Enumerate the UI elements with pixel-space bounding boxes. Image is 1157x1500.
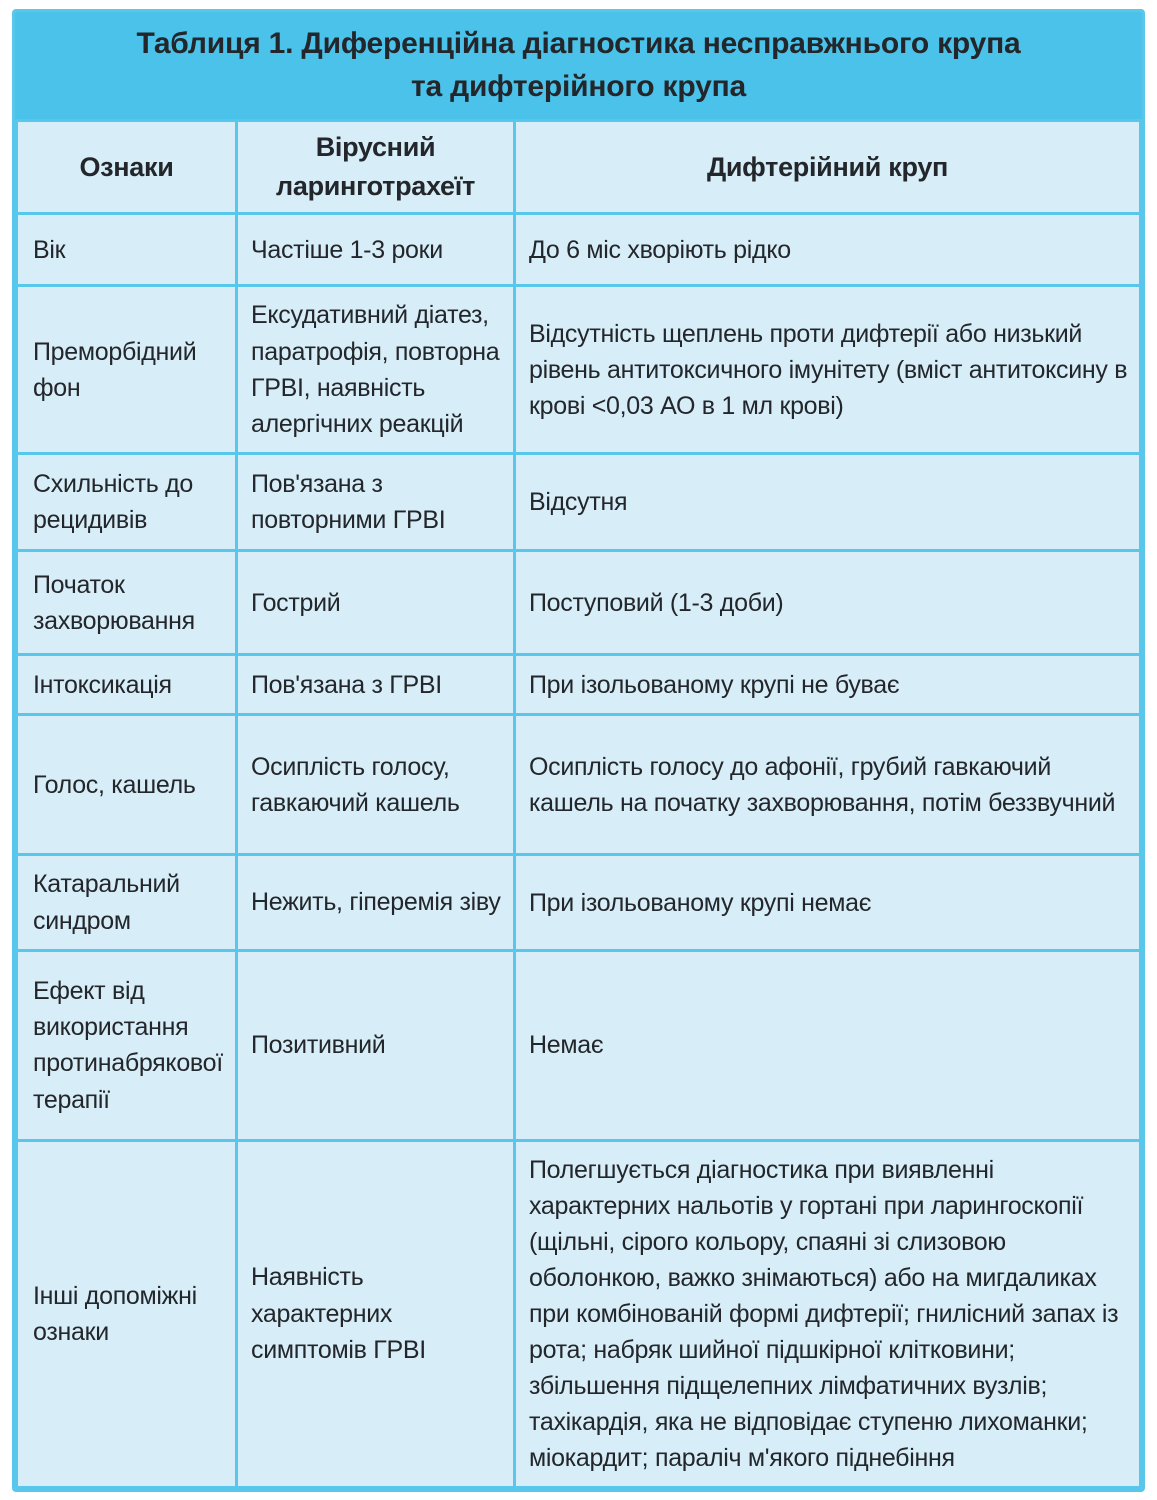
table-row	[17, 1140, 1141, 1487]
diphtheria-cell: Осиплість голосу до афонії, грубий гавкаючий кашель на початку захворювання, потім беззвучний	[515, 715, 1141, 855]
diphtheria-cell: Немає	[515, 950, 1141, 1140]
diphtheria-cell: Поступовий (1-3 доби)	[515, 551, 1141, 655]
table-row	[17, 551, 1141, 655]
table-row	[17, 286, 1141, 454]
feature-cell: Преморбідний фон	[17, 286, 237, 454]
viral-cell: Позитивний	[237, 950, 515, 1140]
diphtheria-cell: При ізольованому крупі не буває	[515, 655, 1141, 715]
column-header-signs: Ознаки	[17, 121, 237, 214]
diagnostic-table-card	[12, 9, 1145, 1492]
table-title-line1: Таблиця 1. Диференційна діагностика несправжнього крупа	[136, 26, 1021, 60]
feature-cell: Ефект від використання протинабрякової терапії	[17, 950, 237, 1140]
feature-cell: Катаральний синдром	[17, 855, 237, 951]
column-header-diphtheria-croup: Дифтерійний круп	[515, 121, 1141, 214]
diphtheria-cell: Відсутність щеплень проти дифтерії або низький рівень антитоксичного імунітету (вміст антитоксину в крові <0,03 АО в 1 мл крові)	[515, 286, 1141, 454]
feature-cell: Інтоксикація	[17, 655, 237, 715]
table-row	[17, 214, 1141, 286]
feature-cell: Вік	[17, 214, 237, 286]
column-header-viral-laryngotracheitis: Вірусний ларинготрахеїт	[237, 121, 515, 214]
feature-cell: Інші допоміжні ознаки	[17, 1140, 237, 1487]
viral-cell: Осиплість голосу, гавкаючий кашель	[237, 715, 515, 855]
feature-cell: Початок захворювання	[17, 551, 237, 655]
table-title	[15, 12, 1142, 119]
diphtheria-cell: При ізольованому крупі немає	[515, 855, 1141, 951]
table-title-line2: та дифтерійного крупа	[411, 69, 746, 103]
table-row	[17, 715, 1141, 855]
viral-cell: Пов'язана з повторними ГРВІ	[237, 454, 515, 551]
viral-cell: Ексудативний діатез, паратрофія, повторна ГРВІ, наявність алергічних реакцій	[237, 286, 515, 454]
table-row	[17, 950, 1141, 1140]
diphtheria-cell: Полегшується діагностика при виявленні характерних нальотів у гортані при ларингоскопії (щільні, сірого кольору, спаяні зі слизовою оболонкою, важко знімаються) або на мигдаликах при комбінованій формі дифтерії; гнилісний запах із рота; набряк шийної підшкірної клітковини; збільшення підщелепних лімфатичних вузлів; тахікардія, яка не відповідає ступеню лихоманки; міокардит; параліч м'якого піднебіння	[515, 1140, 1141, 1487]
viral-cell: Частіше 1-3 роки	[237, 214, 515, 286]
feature-cell: Голос, кашель	[17, 715, 237, 855]
viral-cell: Нежить, гіперемія зіву	[237, 855, 515, 951]
table-row	[17, 454, 1141, 551]
viral-cell: Пов'язана з ГРВІ	[237, 655, 515, 715]
header-row	[17, 121, 1141, 214]
table-body	[17, 214, 1141, 1488]
comparison-table	[15, 119, 1142, 1489]
diphtheria-cell: Відсутня	[515, 454, 1141, 551]
feature-cell: Схильність до рецидивів	[17, 454, 237, 551]
viral-cell: Гострий	[237, 551, 515, 655]
table-row	[17, 855, 1141, 951]
viral-cell: Наявність характерних симптомів ГРВІ	[237, 1140, 515, 1487]
diphtheria-cell: До 6 міс хворіють рідко	[515, 214, 1141, 286]
table-row	[17, 655, 1141, 715]
